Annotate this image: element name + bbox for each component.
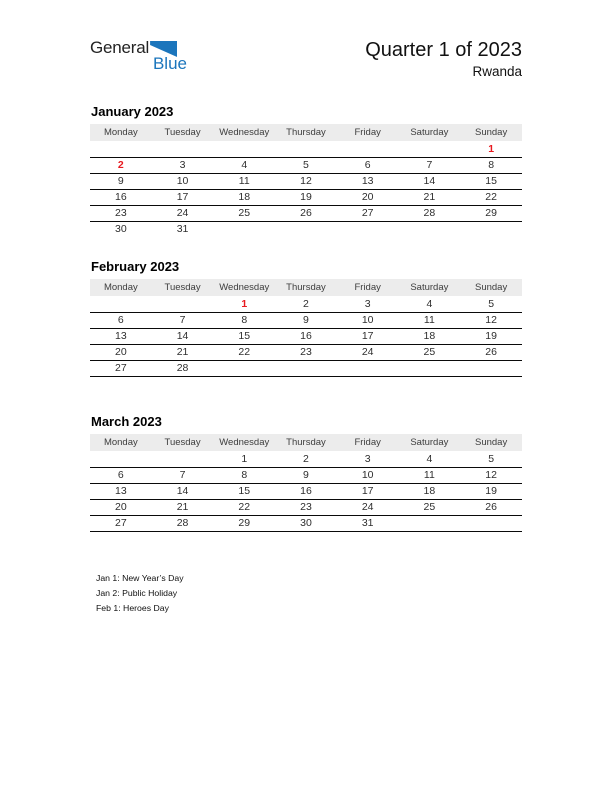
- weekday-header: Tuesday: [152, 434, 214, 451]
- day-cell: 16: [275, 483, 337, 499]
- logo-text-blue: Blue: [152, 54, 187, 73]
- day-cell: 19: [460, 483, 522, 499]
- day-cell: 27: [90, 360, 152, 376]
- day-cell: 11: [213, 173, 275, 189]
- day-cell: 7: [152, 312, 214, 328]
- weekday-header: Sunday: [460, 279, 522, 296]
- day-cell: 26: [460, 499, 522, 515]
- empty-day-cell: [213, 141, 275, 157]
- weekday-header: Thursday: [275, 124, 337, 141]
- day-cell: 3: [152, 157, 214, 173]
- page-header: [90, 38, 522, 81]
- calendar-table-march: [90, 434, 522, 532]
- weekday-header: Friday: [337, 124, 399, 141]
- empty-day-cell: [275, 221, 337, 237]
- day-cell: 11: [399, 467, 461, 483]
- day-cell: 5: [460, 296, 522, 312]
- week-row: [90, 467, 522, 483]
- empty-day-cell: [90, 141, 152, 157]
- logo-text-general: General: [90, 38, 150, 57]
- day-cell: 17: [152, 189, 214, 205]
- empty-day-cell: [152, 451, 214, 467]
- week-row: [90, 141, 522, 157]
- day-cell: 10: [337, 312, 399, 328]
- day-cell: 19: [275, 189, 337, 205]
- day-cell: 27: [90, 515, 152, 531]
- weekday-header-row: [90, 279, 522, 296]
- day-cell: 22: [213, 499, 275, 515]
- holiday-notes: [96, 571, 184, 616]
- day-cell: 25: [213, 205, 275, 221]
- month-february: [90, 259, 522, 414]
- day-cell: 24: [337, 344, 399, 360]
- day-cell: 10: [337, 467, 399, 483]
- weekday-header: Saturday: [399, 434, 461, 451]
- holiday-note: Jan 2: Public Holiday: [96, 588, 178, 598]
- empty-day-cell: [460, 360, 522, 376]
- empty-day-cell: [460, 515, 522, 531]
- day-cell: 9: [275, 467, 337, 483]
- day-cell: 31: [176, 223, 189, 236]
- day-cell: 15: [460, 173, 522, 189]
- day-cell: 28: [399, 205, 461, 221]
- day-cell: 29: [460, 205, 522, 221]
- weekday-header: Saturday: [399, 279, 461, 296]
- week-row: [90, 328, 522, 344]
- day-cell: 5: [460, 451, 522, 467]
- weekday-header: Sunday: [460, 124, 522, 141]
- day-cell: 31: [337, 515, 399, 531]
- page-subtitle: Rwanda: [472, 64, 522, 79]
- day-cell: 13: [337, 173, 399, 189]
- day-cell: 26: [460, 344, 522, 360]
- day-cell: 14: [152, 328, 214, 344]
- day-cell: 26: [275, 205, 337, 221]
- day-cell: 20: [90, 344, 152, 360]
- calendar-table-january: [90, 124, 522, 237]
- day-cell: 23: [275, 499, 337, 515]
- day-cell: 13: [90, 328, 152, 344]
- weekday-header: Saturday: [399, 124, 461, 141]
- week-row: [90, 360, 522, 376]
- week-row: [90, 205, 522, 221]
- day-cell: 24: [337, 499, 399, 515]
- day-cell: 12: [460, 467, 522, 483]
- weekday-header-section: [90, 124, 522, 141]
- weekday-header: Friday: [337, 279, 399, 296]
- empty-day-cell: [399, 221, 461, 237]
- day-cell: 18: [213, 189, 275, 205]
- weekday-header: Wednesday: [213, 124, 275, 141]
- day-cell: 3: [337, 451, 399, 467]
- month-title: January 2023: [91, 104, 174, 119]
- empty-day-cell: [399, 515, 461, 531]
- weekday-header-row: [90, 434, 522, 451]
- logo-top-row: [90, 38, 190, 58]
- weekday-header-section: [90, 434, 522, 451]
- weekday-header: Thursday: [275, 434, 337, 451]
- empty-day-cell: [337, 360, 399, 376]
- day-cell: 13: [90, 483, 152, 499]
- weekday-header-row: [90, 124, 522, 141]
- day-cell: 8: [213, 312, 275, 328]
- empty-day-cell: [399, 360, 461, 376]
- day-cell: 2: [275, 296, 337, 312]
- empty-day-cell: [275, 141, 337, 157]
- day-cell: 7: [399, 157, 461, 173]
- day-cell: 19: [460, 328, 522, 344]
- holiday-note: Jan 1: New Year’s Day: [96, 573, 184, 583]
- weekday-header: Friday: [337, 434, 399, 451]
- day-cell: 29: [213, 515, 275, 531]
- week-row: [90, 221, 522, 237]
- week-row: [90, 344, 522, 360]
- day-cell: 1: [460, 141, 522, 157]
- day-cell: 30: [115, 223, 127, 236]
- weeks-body: [90, 296, 522, 376]
- week-row: [90, 157, 522, 173]
- week-row: [90, 173, 522, 189]
- day-cell: 28: [152, 515, 214, 531]
- day-cell: 6: [90, 312, 152, 328]
- day-cell: 21: [152, 499, 214, 515]
- day-cell: 12: [275, 173, 337, 189]
- day-cell: 21: [399, 189, 461, 205]
- months-container: [90, 104, 522, 569]
- day-cell: 2: [90, 157, 152, 173]
- day-cell: 30: [275, 515, 337, 531]
- week-row: [90, 483, 522, 499]
- empty-day-cell: [90, 451, 152, 467]
- day-cell: 8: [213, 467, 275, 483]
- day-cell: 6: [90, 467, 152, 483]
- day-cell: 9: [90, 173, 152, 189]
- day-cell: 10: [152, 173, 214, 189]
- page-title: Quarter 1 of 2023: [365, 39, 522, 61]
- week-row: [90, 189, 522, 205]
- day-cell: 27: [337, 205, 399, 221]
- title-block: [365, 38, 522, 81]
- day-cell: 7: [152, 467, 214, 483]
- weekday-header: Tuesday: [152, 279, 214, 296]
- weekday-header: Tuesday: [152, 124, 214, 141]
- empty-day-cell: [213, 360, 275, 376]
- week-row: [90, 296, 522, 312]
- empty-day-cell: [460, 221, 522, 237]
- weekday-header: Wednesday: [213, 434, 275, 451]
- day-cell: 22: [460, 189, 522, 205]
- day-cell: 24: [152, 205, 214, 221]
- day-cell: 16: [90, 189, 152, 205]
- week-row: [90, 515, 522, 531]
- day-cell: 18: [399, 483, 461, 499]
- day-cell: 4: [213, 157, 275, 173]
- month-title: March 2023: [91, 414, 162, 429]
- empty-day-cell: [337, 141, 399, 157]
- day-cell: 8: [460, 157, 522, 173]
- day-cell: 12: [460, 312, 522, 328]
- day-cell: 23: [275, 344, 337, 360]
- empty-day-cell: [152, 296, 214, 312]
- empty-day-cell: [399, 141, 461, 157]
- day-cell: 15: [213, 328, 275, 344]
- day-cell: 4: [399, 296, 461, 312]
- day-cell: 17: [337, 328, 399, 344]
- day-cell: 11: [399, 312, 461, 328]
- weekday-header: Monday: [90, 124, 152, 141]
- day-cell: 28: [152, 360, 214, 376]
- weekday-header: Wednesday: [213, 279, 275, 296]
- weekday-header-section: [90, 279, 522, 296]
- general-blue-logo: [90, 38, 190, 72]
- empty-day-cell: [90, 296, 152, 312]
- day-cell: 20: [90, 499, 152, 515]
- month-march: [90, 414, 522, 569]
- empty-day-cell: [337, 221, 399, 237]
- day-cell: 20: [337, 189, 399, 205]
- empty-day-cell: [152, 141, 214, 157]
- day-cell: 14: [399, 173, 461, 189]
- weekday-header: Thursday: [275, 279, 337, 296]
- day-cell: 18: [399, 328, 461, 344]
- day-cell: 25: [399, 344, 461, 360]
- day-cell: 4: [399, 451, 461, 467]
- empty-day-cell: [275, 360, 337, 376]
- week-row: [90, 499, 522, 515]
- week-row: [90, 451, 522, 467]
- month-title: February 2023: [91, 259, 180, 274]
- calendar-table-february: [90, 279, 522, 377]
- weeks-body: [90, 451, 522, 531]
- day-cell: 17: [337, 483, 399, 499]
- month-january: [90, 104, 522, 259]
- weekday-header: Sunday: [460, 434, 522, 451]
- empty-day-cell: [213, 221, 275, 237]
- day-cell: 22: [213, 344, 275, 360]
- day-cell: 9: [275, 312, 337, 328]
- day-cell: 25: [399, 499, 461, 515]
- day-cell: 6: [337, 157, 399, 173]
- day-cell: 23: [90, 205, 152, 221]
- day-cell: 5: [275, 157, 337, 173]
- day-cell: 2: [275, 451, 337, 467]
- holiday-note: Feb 1: Heroes Day: [96, 603, 169, 613]
- weeks-body: [90, 141, 522, 237]
- day-cell: 3: [337, 296, 399, 312]
- day-cell: 14: [152, 483, 214, 499]
- day-cell: 1: [213, 296, 275, 312]
- day-cell: 16: [275, 328, 337, 344]
- week-row: [90, 312, 522, 328]
- weekday-header: Monday: [90, 434, 152, 451]
- day-cell: 21: [152, 344, 214, 360]
- day-cell: 1: [213, 451, 275, 467]
- day-cell: 15: [213, 483, 275, 499]
- weekday-header: Monday: [90, 279, 152, 296]
